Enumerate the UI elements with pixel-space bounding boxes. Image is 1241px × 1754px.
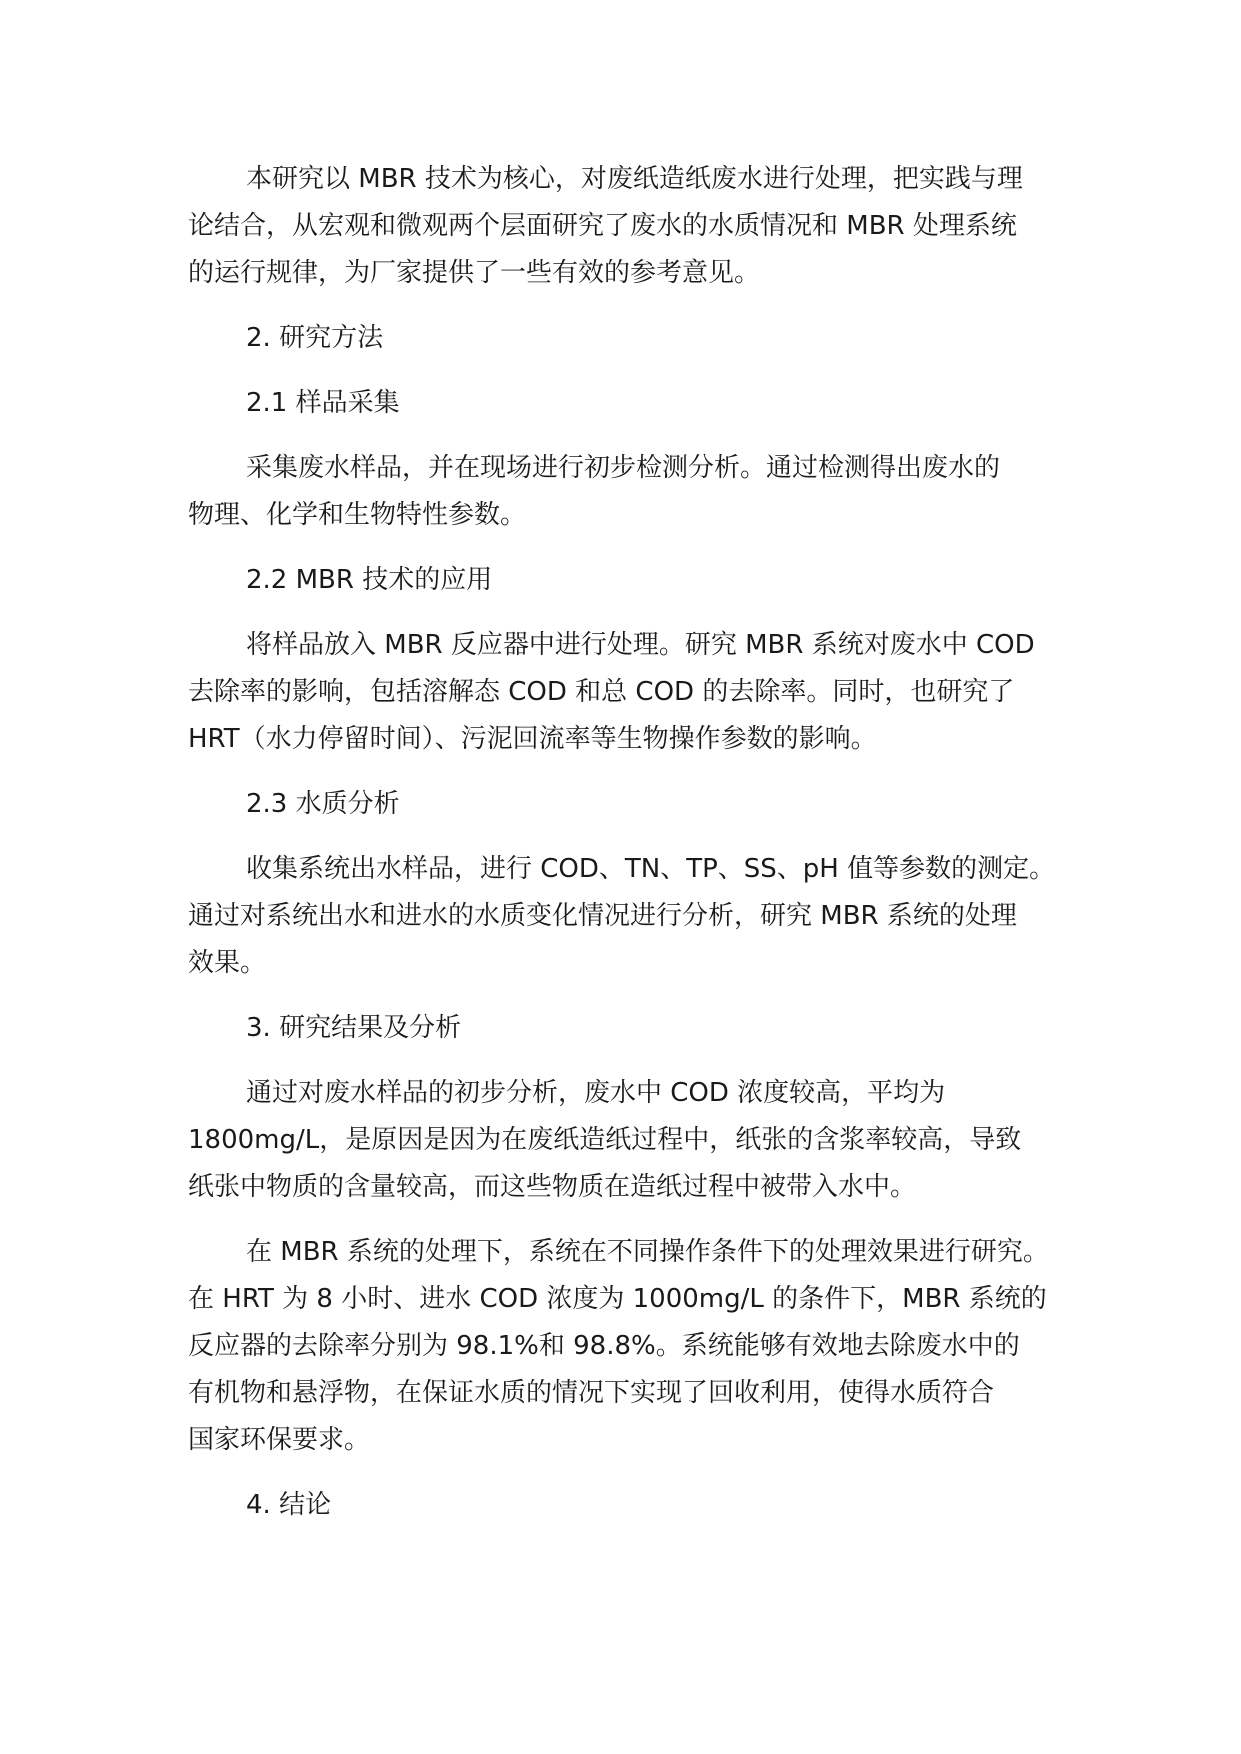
paragraph-line: 的运行规律，为厂家提供了一些有效的参考意见。 [188,258,761,288]
sampling-paragraph [188,445,1078,539]
paragraph-line: 在 MBR 系统的处理下，系统在不同操作条件下的处理效果进行研究。 [246,1237,1049,1267]
mbr-application-paragraph [188,622,1078,763]
subsection-heading-mbr-application: 2.2 MBR 技术的应用 [246,565,493,595]
paragraph-line: 国家环保要求。 [188,1425,371,1455]
paragraph-line: 去除率的影响，包括溶解态 COD 和总 COD 的去除率。同时，也研究了 [188,677,1015,707]
section-heading-methods: 2. 研究方法 [246,323,384,353]
paragraph-line: 收集系统出水样品，进行 COD、TN、TP、SS、pH 值等参数的测定。 [246,854,1056,884]
paragraph-line: 将样品放入 MBR 反应器中进行处理。研究 MBR 系统对废水中 COD [246,630,1035,660]
paragraph-line: 有机物和悬浮物，在保证水质的情况下实现了回收利用，使得水质符合 [188,1378,995,1408]
paragraph-line: 物理、化学和生物特性参数。 [188,500,527,530]
paragraph-line: 通过对系统出水和进水的水质变化情况进行分析，研究 MBR 系统的处理 [188,901,1017,931]
intro-paragraph [188,156,1078,297]
paragraph-line: 纸张中物质的含量较高，而这些物质在造纸过程中被带入水中。 [188,1172,917,1202]
section-heading-conclusion: 4. 结论 [246,1490,332,1520]
section-heading-results: 3. 研究结果及分析 [246,1013,462,1043]
water-analysis-paragraph [188,846,1078,987]
paragraph-line: 1800mg/L，是原因是因为在废纸造纸过程中，纸张的含浆率较高，导致 [188,1125,1022,1155]
paragraph-line: HRT（水力停留时间）、污泥回流率等生物操作参数的影响。 [188,724,877,754]
subsection-heading-water-analysis: 2.3 水质分析 [246,789,400,819]
subsection-heading-sampling: 2.1 样品采集 [246,388,400,418]
paragraph-line: 通过对废水样品的初步分析，废水中 COD 浓度较高，平均为 [246,1078,946,1108]
paragraph-line: 采集废水样品，并在现场进行初步检测分析。通过检测得出废水的 [246,453,1001,483]
paragraph-line: 在 HRT 为 8 小时、进水 COD 浓度为 1000mg/L 的条件下，MBR 系统的 [188,1284,1047,1314]
results-paragraph-1 [188,1070,1078,1211]
paragraph-line: 反应器的去除率分别为 98.1%和 98.8%。系统能够有效地去除废水中的 [188,1331,1020,1361]
paragraph-line: 效果。 [188,948,267,978]
document-page [188,156,1078,1547]
paragraph-line: 论结合，从宏观和微观两个层面研究了废水的水质情况和 MBR 处理系统 [188,211,1017,241]
paragraph-line: 本研究以 MBR 技术为核心，对废纸造纸废水进行处理，把实践与理 [246,164,1023,194]
results-paragraph-2 [188,1229,1078,1464]
